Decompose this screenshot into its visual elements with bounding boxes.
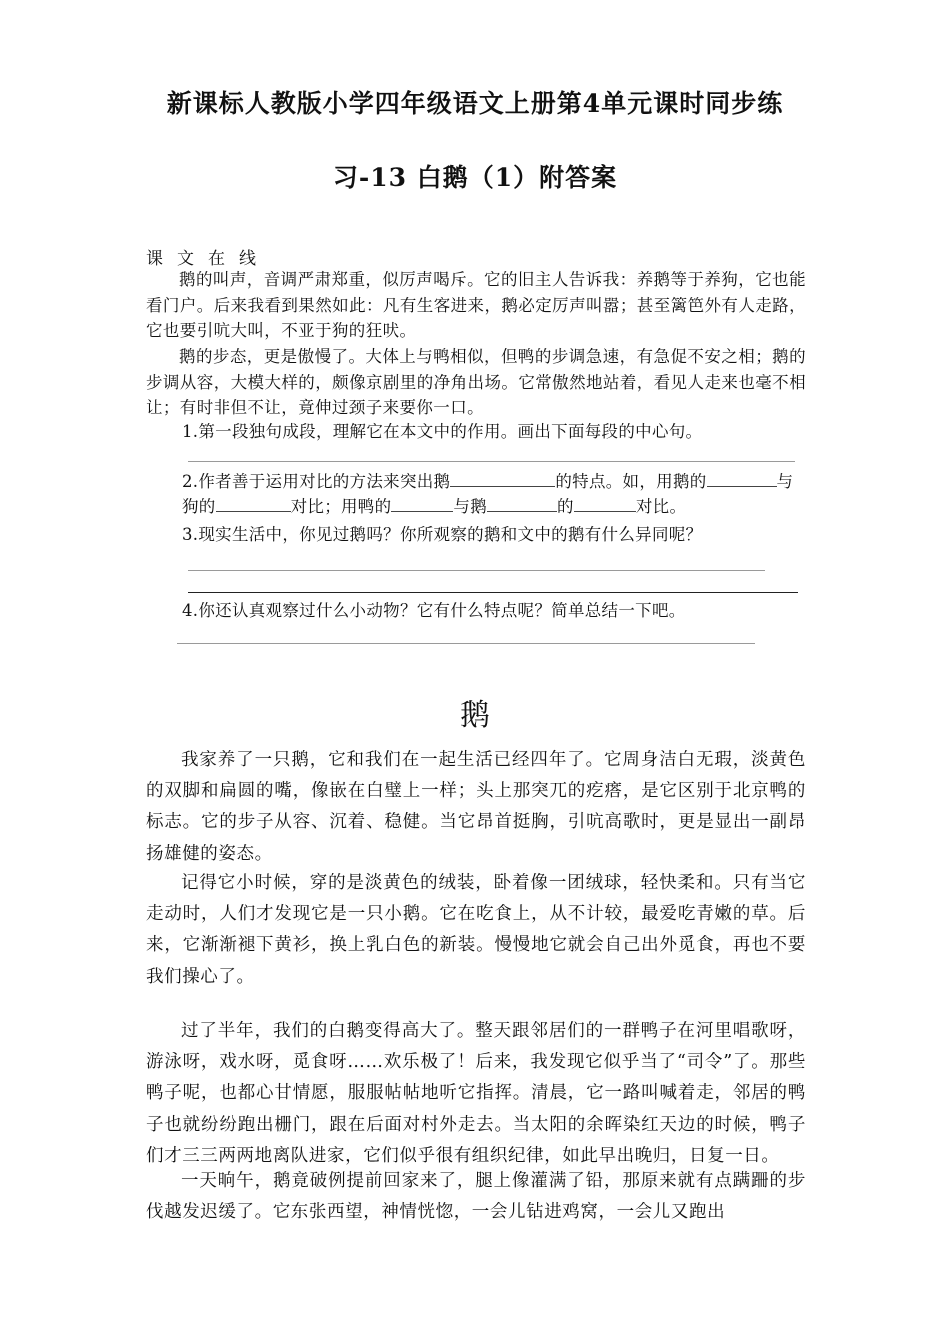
question-2-text-3: 与狗的 (182, 472, 794, 516)
story-title: 鹅 (460, 698, 490, 733)
question-2 (182, 469, 807, 519)
document-title-line1: 新课标人教版小学四年级语文上册第4单元课时同步练 (166, 89, 784, 118)
question-3: 3.现实生活中，你见过鹅吗？你所观察的鹅和文中的鹅有什么异同呢？ (182, 525, 703, 544)
story-paragraph-3: 过了半年，我们的白鹅变得高大了。整天跟邻居们的一群鸭子在河里唱歌呀，游泳呀，戏水呀，觅食呀……欢乐极了！后来，我发现它似乎当了“司令”了。那些鸭子呢，也都心甘情愿，服服帖帖地听它指挥。清晨，它一路叫喊着走，邻居的鸭子也就纷纷跑出栅门，跟在后面对村外走去。当太阳的余晖染红天边的时候，鸭子们才三三两两地离队进家，它们似乎很有组织纪律，如此早出晚归，日复一日。 (146, 1021, 806, 1166)
question-2-text-7: 对比。 (635, 497, 687, 516)
question-2-text-1: 2.作者善于运用对比的方法来突出鹅 (182, 472, 451, 491)
excerpt-paragraph-1: 鹅的叫声，音调严肃郑重，似厉声喝斥。它的旧主人告诉我：养鹅等于养狗，它也能看门户。后来我看到果然如此：凡有生客进来，鹅必定厉声叫嚣；甚至篱笆外有人走路，它也要引吭大叫，不亚于狗的狂吠。 (146, 270, 806, 340)
question-4: 4.你还认真观察过什么小动物？它有什么特点呢？简单总结一下吧。 (182, 601, 686, 620)
question-2-text-2: 的特点。如，用鹅的 (555, 472, 707, 491)
answer-line-3 (188, 592, 798, 593)
answer-blank-goose-aspect-3[interactable] (574, 494, 636, 512)
story-paragraph-4: 一天晌午，鹅竟破例提前回家来了，腿上像灌满了铅，那原来就有点蹒跚的步伐越发迟缓了。它东张西望，神情恍惚，一会儿钻进鸡窝，一会儿又跑出 (146, 1171, 806, 1223)
answer-blank-trait[interactable] (450, 469, 555, 487)
answer-line-4 (177, 643, 755, 644)
answer-line-2 (188, 570, 765, 571)
question-1: 1.第一段独句成段，理解它在本文中的作用。画出下面每段的中心句。 (182, 422, 703, 441)
answer-line-1 (188, 461, 795, 462)
question-2-text-4: 对比；用鸭的 (290, 497, 392, 516)
answer-blank-goose-aspect-1[interactable] (707, 469, 777, 487)
answer-blank-dog-aspect[interactable] (216, 494, 291, 512)
question-2-text-5: 与鹅 (453, 497, 488, 516)
story-paragraph-2: 记得它小时候，穿的是淡黄色的绒装，卧着像一团绒球，轻快柔和。只有当它走动时，人们才发现它是一只小鹅。它在吃食上，从不计较，最爱吃青嫩的草。后来，它渐渐褪下黄衫，换上乳白色的新装。慢慢地它就会自己出外觅食，再也不要我们操心了。 (146, 873, 806, 987)
answer-blank-goose-aspect-2[interactable] (487, 494, 557, 512)
question-2-text-6: 的 (557, 497, 574, 516)
section-heading: 课文在线 (146, 249, 270, 269)
story-paragraph-1: 我家养了一只鹅，它和我们在一起生活已经四年了。它周身洁白无瑕，淡黄色的双脚和扁圆的嘴，像嵌在白璧上一样；头上那突兀的疙瘩，是它区别于北京鸭的标志。它的步子从容、沉着、稳健。当它昂首挺胸，引吭高歌时，更是显出一副昂扬雄健的姿态。 (146, 750, 806, 864)
document-title-line2: 习-13 白鹅（1）附答案 (332, 163, 618, 192)
answer-blank-duck-aspect[interactable] (391, 494, 453, 512)
excerpt-paragraph-2: 鹅的步态，更是傲慢了。大体上与鸭相似，但鸭的步调急速，有急促不安之相；鹅的步调从容，大模大样的，颇像京剧里的净角出场。它常傲然地站着，看见人走来也毫不相让；有时非但不让，竟伸过颈子来要你一口。 (146, 347, 806, 417)
